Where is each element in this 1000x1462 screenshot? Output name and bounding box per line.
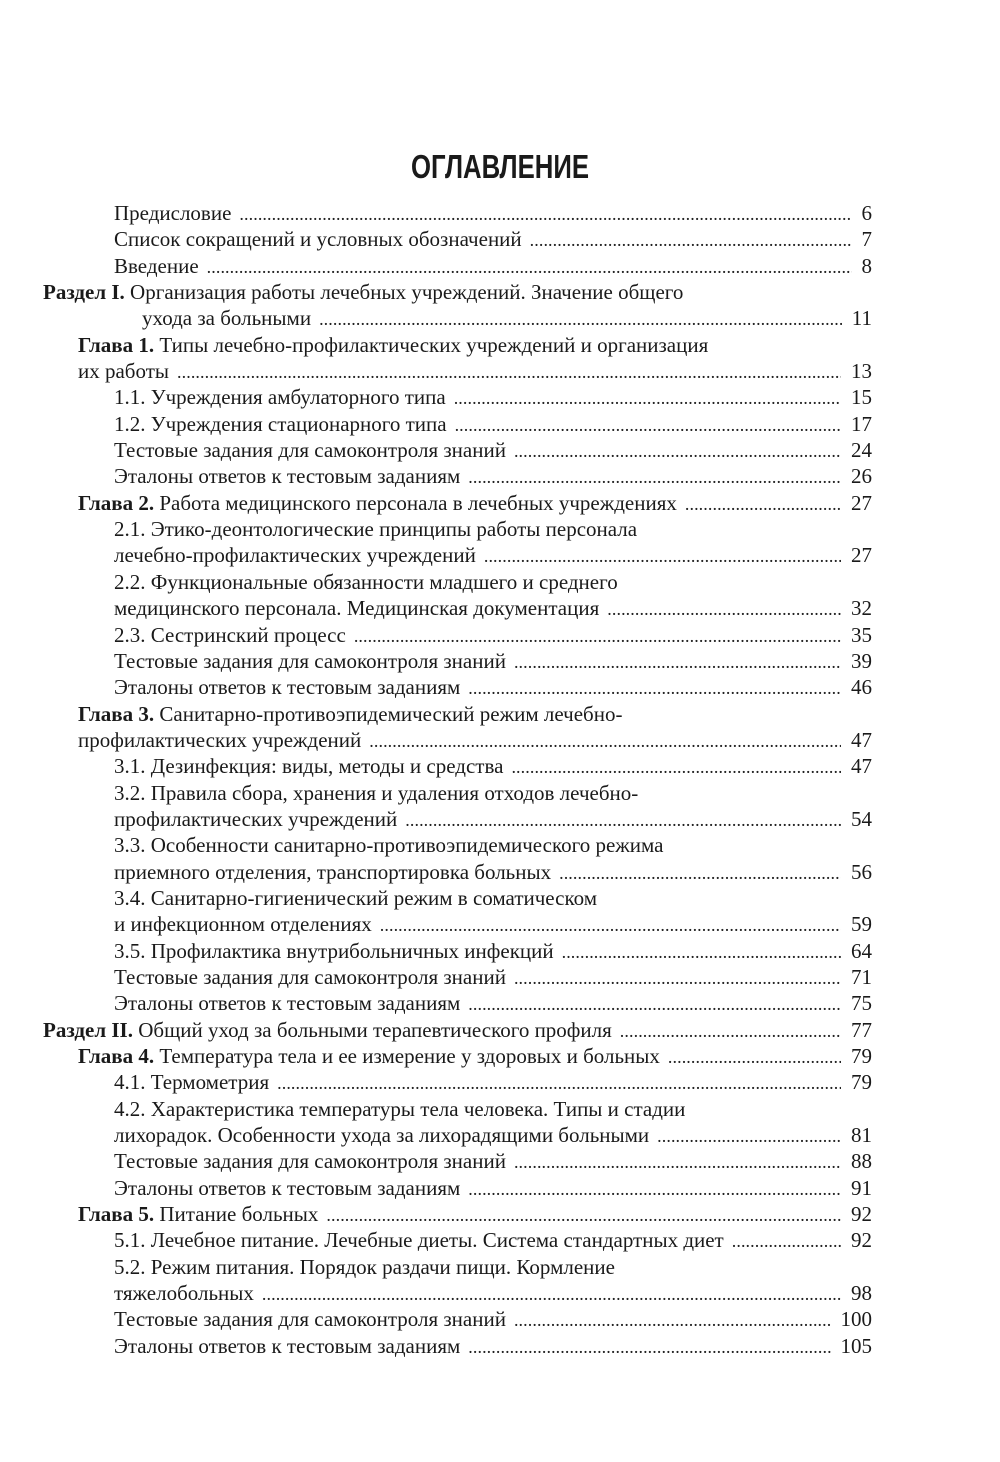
- toc-entry-text: [114, 437, 506, 463]
- toc-entry: [0, 569, 1000, 595]
- toc-entry-text: [43, 1017, 612, 1043]
- toc-page-number: 100: [840, 1307, 872, 1332]
- toc-entry-text: [142, 305, 311, 331]
- toc-entry-text: [114, 806, 397, 832]
- toc-page-number: 92: [851, 1202, 872, 1227]
- toc-entry-title: Список сокращений и условных обозначений: [114, 227, 522, 252]
- toc-leader-dots: [319, 305, 842, 332]
- toc-entry-text: [114, 1069, 269, 1095]
- toc-page-number: 15: [851, 385, 872, 410]
- toc-page-number: 81: [851, 1123, 872, 1148]
- toc-entry-title: Эталоны ответов к тестовым заданиям: [114, 1175, 461, 1200]
- toc-entry-text: [114, 226, 522, 252]
- toc-entry-text: [114, 1122, 649, 1148]
- toc-leader-dots: [685, 490, 841, 517]
- toc-entry-text: [114, 1280, 254, 1306]
- toc-entry-title: 3.4. Санитарно-гигиенический режим в соматическом: [114, 885, 597, 910]
- toc-entry: [0, 1227, 1000, 1253]
- toc-entry-text: [78, 358, 169, 384]
- toc-entry-title: профилактических учреждений: [78, 727, 362, 752]
- toc-leader-dots: [468, 1175, 841, 1202]
- toc-leader-dots: [657, 1122, 841, 1149]
- toc-entry-text: [114, 674, 460, 700]
- toc-entry-text: [114, 780, 638, 806]
- toc-entry: [0, 1043, 1000, 1069]
- page-title: ОГЛАВЛЕНИЕ: [410, 148, 590, 185]
- toc-entry: [0, 595, 1000, 621]
- toc-entry-title: 2.2. Функциональные обязанности младшего и среднего: [114, 569, 618, 594]
- toc-entry-title: Введение: [114, 253, 199, 278]
- toc-entry: [0, 701, 1000, 727]
- toc-entry-text: [114, 384, 446, 410]
- toc-page-number: 79: [851, 1044, 872, 1068]
- toc-entry-title: и инфекционном отделениях: [114, 912, 372, 937]
- toc-entry-title: приемного отделения, транспортировка больных: [114, 859, 552, 884]
- toc-entry: [0, 885, 1000, 911]
- toc-entry: [0, 200, 1000, 226]
- toc-entry-title: Эталоны ответов к тестовым заданиям: [114, 464, 461, 489]
- toc-page-number: 8: [861, 253, 872, 278]
- toc-entry: [0, 1280, 1000, 1306]
- toc-entry-text: [78, 727, 361, 753]
- toc-entry-text: [78, 490, 677, 516]
- toc-entry: [0, 1201, 1000, 1227]
- toc-entry: [0, 437, 1000, 463]
- toc-entry-title: тяжелобольных: [114, 1281, 254, 1306]
- toc-entry-text: [78, 1201, 318, 1227]
- toc-entry-title: 2.3. Сестринский процесс: [114, 622, 346, 647]
- toc-entry-title: Организация работы лечебных учреждений. Значение общего: [130, 280, 684, 305]
- toc-entry-title: Работа медицинского персонала в лечебных учреждениях: [159, 490, 677, 515]
- toc-entry: [0, 305, 1000, 331]
- toc-entry-prefix: Раздел I.: [43, 280, 125, 305]
- toc-page-number: 27: [851, 490, 872, 515]
- toc-entry-title: Тестовые задания для самоконтроля знаний: [114, 964, 506, 989]
- toc-entry: [0, 832, 1000, 858]
- toc-entry-title: 5.1. Лечебное питание. Лечебные диеты. Система стандартных диет: [114, 1228, 724, 1253]
- toc-entry-text: [43, 279, 683, 305]
- toc-entry-text: [114, 569, 618, 595]
- toc-entry-text: [114, 938, 554, 964]
- toc-page-number: 64: [851, 938, 872, 963]
- toc-entry: [0, 1096, 1000, 1122]
- toc-entry-title: лихорадок. Особенности ухода за лихорадящими больными: [114, 1123, 650, 1148]
- toc-entry-text: [114, 542, 476, 568]
- toc-entry: [0, 806, 1000, 832]
- toc-leader-dots: [369, 727, 841, 754]
- toc-entry-text: [114, 253, 199, 279]
- toc-entry: [0, 648, 1000, 674]
- toc-page-number: 7: [861, 227, 872, 252]
- toc-entry: [0, 622, 1000, 648]
- toc-leader-dots: [277, 1069, 841, 1096]
- toc-leader-dots: [514, 964, 841, 991]
- toc-entry-prefix: Глава 5.: [78, 1202, 155, 1227]
- toc-page-number: 26: [851, 464, 872, 489]
- toc-leader-dots: [354, 622, 841, 649]
- toc-page-number: 71: [851, 964, 872, 989]
- toc-leader-dots: [530, 226, 852, 253]
- toc-leader-dots: [668, 1043, 841, 1070]
- toc-leader-dots: [177, 358, 841, 385]
- toc-entry-text: [114, 411, 447, 437]
- toc-entry-text: [114, 990, 460, 1016]
- toc-entry-title: Температура тела и ее измерение у здоровых и больных: [159, 1044, 660, 1068]
- toc-entry: [0, 1148, 1000, 1174]
- toc-leader-dots: [562, 938, 841, 965]
- toc-entry-prefix: Раздел II.: [43, 1017, 133, 1042]
- toc-entry: [0, 990, 1000, 1016]
- toc-entry-prefix: Глава 3.: [78, 701, 155, 726]
- toc-entry-title: Эталоны ответов к тестовым заданиям: [114, 1333, 461, 1358]
- toc-entry: [0, 674, 1000, 700]
- toc-entry: [0, 911, 1000, 937]
- toc-entry-title: 5.2. Режим питания. Порядок раздачи пищи. Кормление: [114, 1254, 615, 1279]
- toc-page-number: 47: [851, 754, 872, 779]
- toc-leader-dots: [514, 437, 841, 464]
- toc-entry-prefix: Глава 4.: [78, 1044, 155, 1068]
- toc-entry: [0, 253, 1000, 279]
- toc-entry: [0, 332, 1000, 358]
- toc-entry: [0, 1175, 1000, 1201]
- toc-entry: [0, 780, 1000, 806]
- toc-entry-title: 3.1. Дезинфекция: виды, методы и средства: [114, 754, 504, 779]
- toc-entry-title: 1.2. Учреждения стационарного типа: [114, 411, 447, 436]
- toc-leader-dots: [326, 1201, 841, 1228]
- toc-entry-text: [114, 832, 663, 858]
- toc-page-number: 46: [851, 675, 872, 700]
- toc-entry: [0, 226, 1000, 252]
- toc-entry: [0, 1306, 1000, 1332]
- toc-entry: [0, 516, 1000, 542]
- toc-page-number: 92: [851, 1228, 872, 1253]
- toc-entry-text: [114, 516, 637, 542]
- toc-entry-text: [114, 595, 599, 621]
- toc-page-number: 59: [851, 912, 872, 937]
- toc-leader-dots: [559, 859, 841, 886]
- toc-leader-dots: [239, 200, 851, 227]
- toc-entry-text: [114, 1148, 506, 1174]
- toc-leader-dots: [484, 542, 841, 569]
- toc-entry-title: их работы: [78, 359, 170, 384]
- toc-page-number: 98: [851, 1281, 872, 1306]
- toc-leader-dots: [207, 253, 852, 280]
- toc-page-number: 32: [851, 596, 872, 621]
- toc-entry-text: [114, 859, 551, 885]
- toc-entry-title: 3.2. Правила сбора, хранения и удаления отходов лечебно-: [114, 780, 639, 805]
- toc-entry-title: Питание больных: [159, 1202, 319, 1227]
- toc-entry-title: 1.1. Учреждения амбулаторного типа: [114, 385, 446, 410]
- toc-entry: [0, 964, 1000, 990]
- toc-entry-title: Тестовые задания для самоконтроля знаний: [114, 438, 506, 463]
- toc-leader-dots: [514, 1306, 831, 1333]
- toc-entry: [0, 938, 1000, 964]
- toc-leader-dots: [454, 384, 841, 411]
- toc-leader-dots: [468, 990, 841, 1017]
- toc-entry-text: [114, 885, 597, 911]
- toc-page-number: 35: [851, 622, 872, 647]
- toc-entry-title: 3.5. Профилактика внутрибольничных инфекций: [114, 938, 554, 963]
- toc-page-number: 17: [851, 411, 872, 436]
- toc-entry-title: Тестовые задания для самоконтроля знаний: [114, 1149, 506, 1174]
- toc-leader-dots: [468, 1333, 830, 1360]
- toc-entry: [0, 1333, 1000, 1359]
- toc-entry: [0, 1122, 1000, 1148]
- toc-entry-title: Предисловие: [114, 201, 232, 225]
- toc-page-number: 79: [851, 1070, 872, 1095]
- toc-entry: [0, 279, 1000, 305]
- toc-page-number: 88: [851, 1149, 872, 1174]
- toc-page-number: 6: [861, 201, 872, 225]
- toc-entry: [0, 358, 1000, 384]
- toc-entry: [0, 1254, 1000, 1280]
- toc-entry-text: [114, 753, 503, 779]
- toc-entry: [0, 1017, 1000, 1043]
- toc-leader-dots: [514, 1148, 841, 1175]
- toc-entry-title: Тестовые задания для самоконтроля знаний: [114, 1307, 506, 1332]
- toc-leader-dots: [607, 595, 841, 622]
- toc-entry-text: [114, 911, 372, 937]
- toc-entry: [0, 1069, 1000, 1095]
- toc-entry-title: профилактических учреждений: [114, 806, 398, 831]
- toc-entry-prefix: Глава 1.: [78, 332, 155, 357]
- toc-entry-prefix: Глава 2.: [78, 490, 155, 515]
- toc-page-number: 105: [840, 1333, 872, 1358]
- toc-page-number: 39: [851, 648, 872, 673]
- toc-entry: [0, 753, 1000, 779]
- toc-entry: [0, 727, 1000, 753]
- toc-entry-title: 2.1. Этико-деонтологические принципы работы персонала: [114, 517, 638, 542]
- toc-entry: [0, 490, 1000, 516]
- toc-page-number: 75: [851, 991, 872, 1016]
- toc-entry-text: [114, 200, 231, 226]
- toc-entry-text: [114, 648, 506, 674]
- toc-leader-dots: [380, 911, 841, 938]
- toc-page-number: 91: [851, 1175, 872, 1200]
- toc-entry-text: [78, 332, 708, 358]
- toc-page-number: 77: [851, 1017, 872, 1042]
- toc-page-number: 27: [851, 543, 872, 568]
- toc-entry-text: [114, 622, 346, 648]
- toc-entry-text: [114, 964, 506, 990]
- toc-entry: [0, 384, 1000, 410]
- toc-entry: [0, 542, 1000, 568]
- toc-entry: [0, 463, 1000, 489]
- toc-leader-dots: [511, 753, 841, 780]
- toc-leader-dots: [455, 411, 841, 438]
- table-of-contents: [0, 200, 1000, 1359]
- toc-entry-title: 4.2. Характеристика температуры тела человека. Типы и стадии: [114, 1096, 686, 1121]
- toc-entry-title: Типы лечебно-профилактических учреждений и организация: [159, 332, 709, 357]
- toc-leader-dots: [514, 648, 841, 675]
- toc-leader-dots: [468, 674, 841, 701]
- toc-entry-title: 4.1. Термометрия: [114, 1070, 270, 1095]
- toc-entry-text: [114, 1333, 460, 1359]
- toc-page-number: 11: [851, 306, 872, 331]
- toc-page-number: 47: [851, 727, 872, 752]
- toc-leader-dots: [468, 463, 841, 490]
- toc-entry-text: [78, 1043, 660, 1069]
- toc-entry: [0, 411, 1000, 437]
- toc-page-number: 54: [851, 806, 872, 831]
- toc-entry-title: Санитарно-противоэпидемический режим лечебно-: [159, 701, 623, 726]
- toc-entry-title: Тестовые задания для самоконтроля знаний: [114, 648, 506, 673]
- toc-entry-text: [114, 1306, 506, 1332]
- toc-entry-title: ухода за больными: [142, 306, 312, 331]
- toc-entry-text: [78, 701, 622, 727]
- toc-entry-text: [114, 1254, 615, 1280]
- toc-entry-text: [114, 463, 460, 489]
- toc-entry-title: 3.3. Особенности санитарно-противоэпидемического режима: [114, 833, 664, 858]
- toc-entry-text: [114, 1175, 460, 1201]
- toc-entry-text: [114, 1227, 724, 1253]
- toc-entry-title: Общий уход за больными терапевтического профиля: [138, 1017, 612, 1042]
- toc-leader-dots: [732, 1227, 841, 1254]
- toc-leader-dots: [262, 1280, 841, 1307]
- toc-page-number: 56: [851, 859, 872, 884]
- toc-entry-title: Эталоны ответов к тестовым заданиям: [114, 675, 461, 700]
- toc-entry-title: Эталоны ответов к тестовым заданиям: [114, 991, 461, 1016]
- toc-leader-dots: [620, 1017, 841, 1044]
- toc-entry-title: лечебно-профилактических учреждений: [114, 543, 476, 568]
- toc-entry-text: [114, 1096, 685, 1122]
- toc-leader-dots: [405, 806, 841, 833]
- toc-entry: [0, 859, 1000, 885]
- toc-page-number: 13: [851, 359, 872, 384]
- toc-page-number: 24: [851, 438, 872, 463]
- toc-entry-title: медицинского персонала. Медицинская документация: [114, 596, 600, 621]
